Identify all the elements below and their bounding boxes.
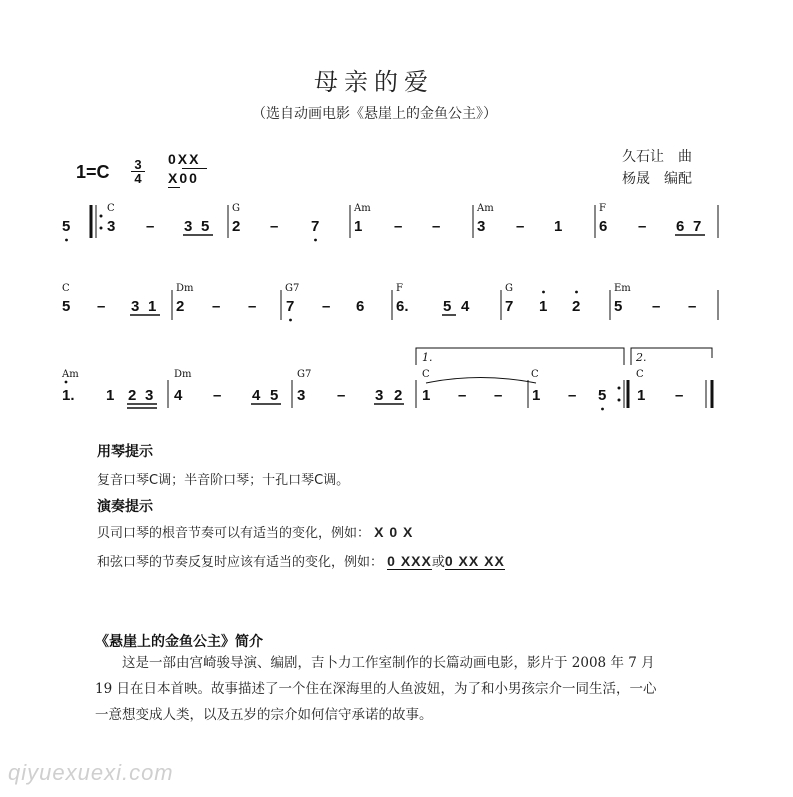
chord: G	[232, 203, 240, 214]
score-row-2	[62, 283, 718, 321]
note: 2	[128, 387, 137, 404]
note: –	[212, 298, 221, 315]
note: 3	[297, 387, 306, 404]
bass-tip-text: 贝司口琴的根音节奏可以有适当的变化，例如：	[97, 526, 371, 541]
note: –	[568, 387, 577, 404]
note: 7	[505, 298, 514, 315]
chord: F	[396, 283, 403, 294]
chord: Am	[477, 203, 494, 214]
chord: C	[422, 369, 430, 380]
composer-credit: 久石让 曲	[622, 149, 692, 165]
note: 6.	[396, 298, 409, 315]
chord: G	[505, 283, 513, 294]
note: 7	[311, 218, 320, 235]
note: 1.	[62, 387, 75, 404]
note: –	[322, 298, 331, 315]
harmonica-text: 复音口琴C调；半音阶口琴；十孔口琴C调。	[97, 473, 350, 488]
chord: Dm	[176, 283, 194, 294]
chord-example-b: 0 XX XX	[444, 553, 505, 569]
note: 3	[184, 218, 193, 235]
note: 3	[145, 387, 154, 404]
note: 1	[422, 387, 431, 404]
note: –	[652, 298, 661, 315]
note: –	[638, 218, 647, 235]
intro-paragraph	[95, 650, 656, 728]
note: 6	[676, 218, 685, 235]
chord: C	[107, 203, 115, 214]
intro-line-2: 19 日在日本首映。故事描述了一个住在深海里的人鱼波妞，为了和小男孩宗介一同生活，一心	[95, 681, 657, 697]
note: –	[494, 387, 503, 404]
note: 5	[62, 298, 71, 315]
chord-example-sep: 或	[431, 555, 445, 570]
volta-2-label: 2.	[636, 351, 647, 364]
bass-tip	[97, 522, 413, 541]
note: 1	[148, 298, 157, 315]
pickup-note: 5	[62, 218, 71, 235]
chord-example-a: 0 XXX	[387, 553, 432, 569]
song-title: 母亲的爱	[314, 68, 434, 96]
bass-example: X 0 X	[374, 524, 414, 540]
chord: C	[636, 369, 644, 380]
note: 4	[252, 387, 261, 404]
note: 6	[599, 218, 608, 235]
note: –	[688, 298, 697, 315]
intro-line-3: 一意想变成人类，以及五岁的宗介如何信守承诺的故事。	[95, 707, 433, 723]
note: 5	[598, 387, 607, 404]
chord: C	[62, 283, 70, 294]
volta-1-label: 1.	[422, 351, 433, 364]
score-row-3	[61, 348, 712, 410]
note: 3	[131, 298, 140, 315]
note: 4	[174, 387, 183, 404]
note: –	[337, 387, 346, 404]
note: –	[213, 387, 222, 404]
harmonica-heading: 用琴提示	[97, 444, 153, 460]
chord: Em	[614, 283, 631, 294]
note: 2	[572, 298, 581, 315]
note: 3	[477, 218, 486, 235]
meter-bottom: 4	[134, 171, 142, 186]
note: –	[432, 218, 441, 235]
note: 2	[176, 298, 185, 315]
note: –	[516, 218, 525, 235]
note: 1	[354, 218, 363, 235]
note: 4	[461, 298, 470, 315]
note: –	[248, 298, 257, 315]
note: 2	[232, 218, 241, 235]
note: 2	[394, 387, 403, 404]
note: 3	[107, 218, 116, 235]
chord-tip	[97, 551, 505, 570]
intro-heading: 《悬崖上的金鱼公主》简介	[95, 634, 263, 650]
chord: G7	[297, 369, 312, 380]
chord: Am	[354, 203, 371, 214]
note: –	[270, 218, 279, 235]
note: 1	[637, 387, 646, 404]
key-signature: 1=C	[76, 162, 110, 182]
note: 5	[443, 298, 452, 315]
note: 6	[356, 298, 365, 315]
rhythm-bottom-text: X00	[168, 170, 199, 186]
chord-tip-text: 和弦口琴的节奏反复时应该有适当的变化，例如：	[97, 555, 384, 570]
chord: C	[531, 369, 539, 380]
chord: Dm	[174, 369, 192, 380]
chord: Am	[62, 369, 79, 380]
note: –	[458, 387, 467, 404]
note: 1	[532, 387, 541, 404]
meter-top: 3	[131, 158, 145, 172]
score-row-1	[62, 203, 718, 241]
chord: F	[599, 203, 606, 214]
chord: G7	[285, 283, 300, 294]
arranger-credit: 杨晟 编配	[622, 171, 692, 187]
note: –	[97, 298, 106, 315]
note: –	[394, 218, 403, 235]
site-watermark: qiyuexuexi.com	[8, 760, 174, 785]
note: 5	[614, 298, 623, 315]
note: 1	[539, 298, 548, 315]
note: 3	[375, 387, 384, 404]
note: –	[146, 218, 155, 235]
rhythm-top-text: 0XX	[168, 151, 201, 167]
note: 5	[270, 387, 279, 404]
song-subtitle: （选自动画电影《悬崖上的金鱼公主》）	[252, 106, 497, 122]
playing-heading: 演奏提示	[97, 499, 153, 515]
note: 7	[286, 298, 295, 315]
note: 1	[106, 387, 115, 404]
note: –	[675, 387, 684, 404]
note: 7	[693, 218, 702, 235]
intro-line-1: 这是一部由宫崎骏导演、编剧，吉卜力工作室制作的长篇动画电影，影片于 2008 年 7 月	[122, 655, 655, 671]
note: 5	[201, 218, 210, 235]
note: 1	[554, 218, 563, 235]
